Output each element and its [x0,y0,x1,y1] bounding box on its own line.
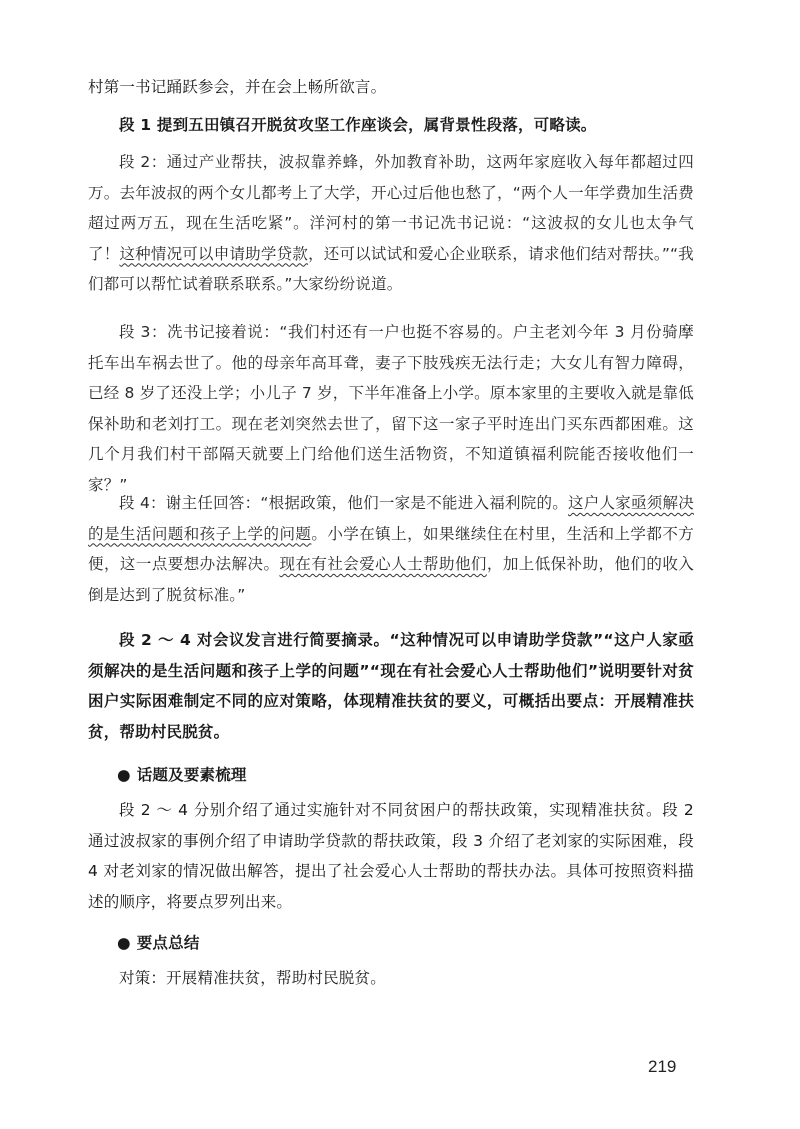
heading-topic [117,760,694,791]
page-number: 219 [648,1057,677,1076]
bullet-icon: ● [117,766,131,784]
heading-summary-label: 要点总结 [136,934,200,952]
summary-text: 对策：开展精准扶贫，帮助村民脱贫。 [119,969,386,987]
bullet-icon: ● [117,934,131,952]
segment-4-text-a: 段 4：谢主任回答：“根据政策，他们一家是不能进入福利院的。 [119,494,568,512]
segment-4 [88,488,694,610]
note-segment-1: 段 1 提到五田镇召开脱贫攻坚工作座谈会，属背景性段落，可略读。 [119,116,597,134]
segment-2-wavy-underline: 这种情况可以申请助学贷款 [119,244,309,263]
heading-summary [117,928,694,959]
segment-2 [88,147,694,300]
topic-text: 段 2 ～ 4 分别介绍了通过实施针对不同贫困户的帮扶政策，实现精准扶贫。段 2 通过波叔家的事例介绍了申请助学贷款的帮扶政策，段 3 介绍了老刘家的实际困难，段 4 对老刘家的情况做出解答，提出了社会爱心人士帮助的帮扶办法。具体可按照资料描述的顺序，将要点罗列出来。 [88,801,694,911]
segment-3: 段 3：冼书记接着说：“我们村还有一户也挺不容易的。户主老刘今年 3 月份骑摩托车出车祸去世了。他的母亲年高耳聋，妻子下肢残疾无法行走；大女儿有智力障碍，已经 8 岁了还没上学；小儿子 7 岁，下半年准备上小学。原本家里的主要收入就是靠低保补助和老刘打工。现在老刘突然去世了，留下这一家子平时连出门买东西都困难。这几个月我们村干部隔天就要上门给他们送生活物资，不知道镇福利院能否接收他们一家？” [88,323,694,494]
segment-4-text-b: 。小学在镇上，如果继续住在村里，生活和上学都不方便，这一点要想办法解决。 [88,524,694,573]
segment-4-text-c: ，加上低保补助，他们的收入倒是达到了脱贫标准。” [88,555,695,604]
segment-2-text-b: ，还可以试试和爱心企业联系，请求他们结对帮扶。”“我们都可以帮忙试着联系联系。”大家纷纷说道。 [88,244,694,293]
segment-4-wavy-underline-1: 这户人家亟须解决的是生活问题和孩子上学的问题 [88,494,694,543]
segment-2-text-a: 段 2：通过产业帮扶，波叔靠养蜂，外加教育补助，这两年家庭收入每年都超过四万。去年波叔的两个女儿都考上了大学，开心过后他也愁了，“两个人一年学费加生活费超过两万五，现在生活吃紧”。洋河村的第一书记冼书记说：“这波叔的女儿也太争气了！ [88,153,694,263]
paragraph-intro: 村第一书记踊跃参会，并在会上畅所欲言。 [88,78,387,96]
heading-topic-label: 话题及要素梳理 [136,766,247,784]
segment-4-wavy-underline-2: 现在有社会爱心人士帮助他们 [279,555,487,573]
note-segments-2-4: 段 2 ～ 4 对会议发言进行简要摘录。“这种情况可以申请助学贷款”“这户人家亟须解决的是生活问题和孩子上学的问题”“现在有社会爱心人士帮助他们”说明要针对贫困户实际困难制定不同的应对策略，体现精准扶贫的要义，可概括出要点：开展精准扶贫，帮助村民脱贫。 [88,631,694,741]
